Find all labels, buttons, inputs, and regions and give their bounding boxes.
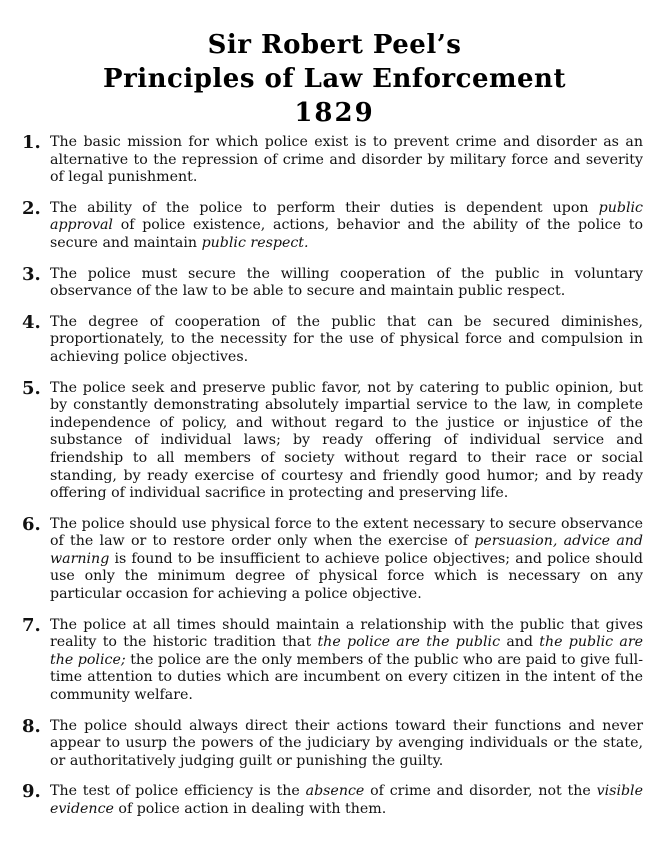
emphasis-text: absence [305, 783, 365, 800]
principle-number: 5. [22, 377, 41, 399]
principle-number: 3. [22, 263, 41, 285]
principle-6 [18, 513, 644, 604]
principle-number: 4. [22, 311, 41, 333]
principle-text: The police seek and preserve public favor, not by catering to public opinion, but by constantly demonstrating absolutely impartial service to the law, in complete independence of policy, and without regard to the justice or injustice of the substance of individual laws; by ready offering of individual service and friendship to all members of society without regard to their race or social standing, by ready exercise of courtesy and friendly good humor; and by ready offering of individual sacrifice in protecting and preserving life. [50, 379, 643, 502]
emphasis-text: public approval [50, 199, 643, 234]
principle-text: The police should use physical force to the extent necessary to secure observance of the law or to restore order only when the exercise of persuasion, advice and warning is found to be insufficient to achieve police objectives; and police should use only the minimum degree of physical force which is necessary on any particular occasion for achieving a police objective. [50, 515, 644, 603]
principle-number: 2. [22, 197, 41, 219]
title-line-subject: Principles of Law Enforcement [103, 64, 566, 94]
principle-text: The degree of cooperation of the public that can be secured diminishes, proportionately, to the necessity for the use of physical force and compulsion in achieving police objectives. [50, 313, 643, 365]
principle-text: The police should always direct their actions toward their functions and never appear to usurp the powers of the judiciary by avenging individuals or the state, or authoritatively judging guilt or punishing the guilty. [50, 717, 643, 769]
principle-5 [18, 377, 643, 503]
emphasis-text: visible evidence [50, 783, 643, 817]
principle-number: 8. [22, 715, 41, 737]
principle-number: 9. [22, 781, 41, 803]
principle-text: The police must secure the willing cooperation of the public in voluntary observance of the law to be able to secure and maintain public respect. [50, 265, 643, 300]
principle-text: The basic mission for which police exist is to prevent crime and disorder as an alternative to the repression of crime and disorder by military force and severity of legal punishment. [50, 134, 643, 186]
emphasis-text: public respect. [201, 234, 309, 251]
principles-list [18, 134, 643, 832]
principle-3 [18, 263, 643, 301]
principle-4 [18, 311, 643, 367]
principle-7 [18, 614, 644, 705]
principle-9 [18, 783, 643, 818]
document-title [0, 28, 669, 130]
emphasis-text: the public are the police; [50, 634, 644, 668]
principle-1 [18, 134, 643, 187]
principle-8 [18, 715, 643, 771]
principle-number: 1. [22, 132, 41, 153]
principle-number: 7. [22, 614, 41, 636]
title-year: 1829 [294, 98, 375, 128]
emphasis-text: persuasion, advice and warning [50, 533, 644, 567]
principle-number: 6. [22, 513, 41, 535]
principle-text: The police at all times should maintain a relationship with the public that gives reality to the historic tradition that the police are the public and the public are the police; the police are the only members of the public who are paid to give full-time attention to duties which are incumbent on every citizen in the intent of the community welfare. [50, 616, 644, 704]
principle-text: The ability of the police to perform their duties is dependent upon public approval of police existence, actions, behavior and the ability of the police to secure and maintain public respect. [50, 199, 643, 251]
principle-text: The test of police efficiency is the absence of crime and disorder, not the visible evidence of police action in dealing with them. [50, 783, 643, 817]
principle-2 [18, 197, 643, 253]
title-line-name: Sir Robert Peel’s [207, 30, 462, 60]
emphasis-text: the police are the public [317, 634, 501, 651]
